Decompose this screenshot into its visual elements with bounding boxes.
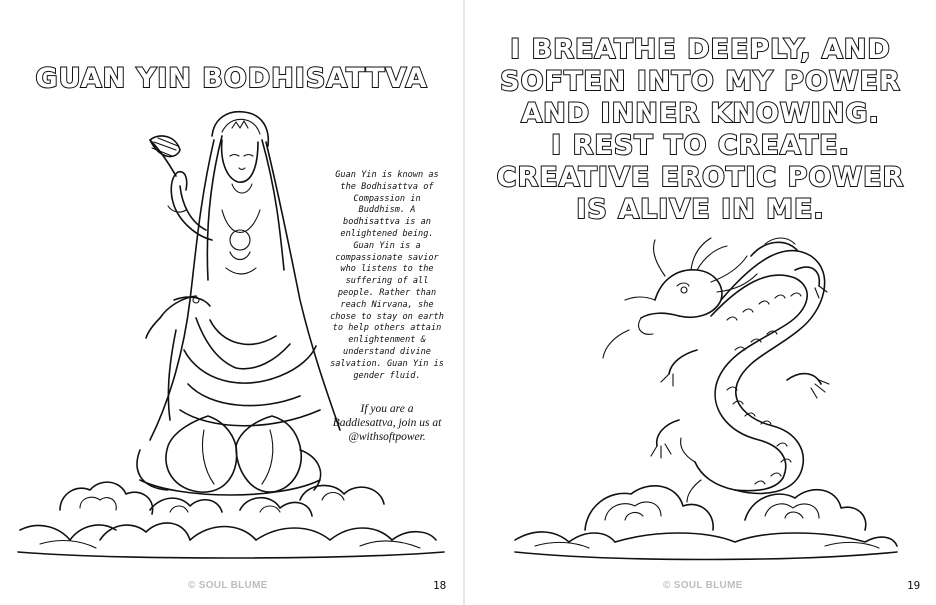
left-page bbox=[0, 0, 463, 605]
page-number: 18 bbox=[433, 579, 447, 592]
copyright-label: © SOUL BLUME bbox=[188, 580, 268, 591]
community-invitation: If you are a Baddiesattva, join us at @withsoftpower. bbox=[332, 403, 442, 443]
page-title: GUAN YIN BODHISATTVA bbox=[35, 63, 428, 94]
affirmation-line: I BREATHE DEEPLY, AND bbox=[510, 34, 891, 65]
page-number: 19 bbox=[907, 579, 921, 592]
cloud-illustration-right bbox=[465, 0, 936, 605]
copyright-label: © SOUL BLUME bbox=[663, 580, 743, 591]
affirmation-line: CREATIVE EROTIC POWER bbox=[496, 162, 905, 193]
guan-yin-description: Guan Yin is known as the Bodhisattva of Compassion in Buddhism. A bodhisattva is an enlightened being. Guan Yin is a compassionate savior who listens to the suffering of all people. Rather than reach Nirvana, she chose to stay on earth to help others attain enlightenment & understand divine salvation. Guan Yin is gender fluid. bbox=[330, 170, 444, 381]
affirmation-line: AND INNER KNOWING. bbox=[521, 98, 880, 129]
right-page bbox=[465, 0, 936, 605]
affirmation-line: SOFTEN INTO MY POWER bbox=[500, 66, 901, 97]
affirmation-line: IS ALIVE IN ME. bbox=[576, 194, 825, 225]
affirmation-line: I REST TO CREATE. bbox=[551, 130, 850, 161]
